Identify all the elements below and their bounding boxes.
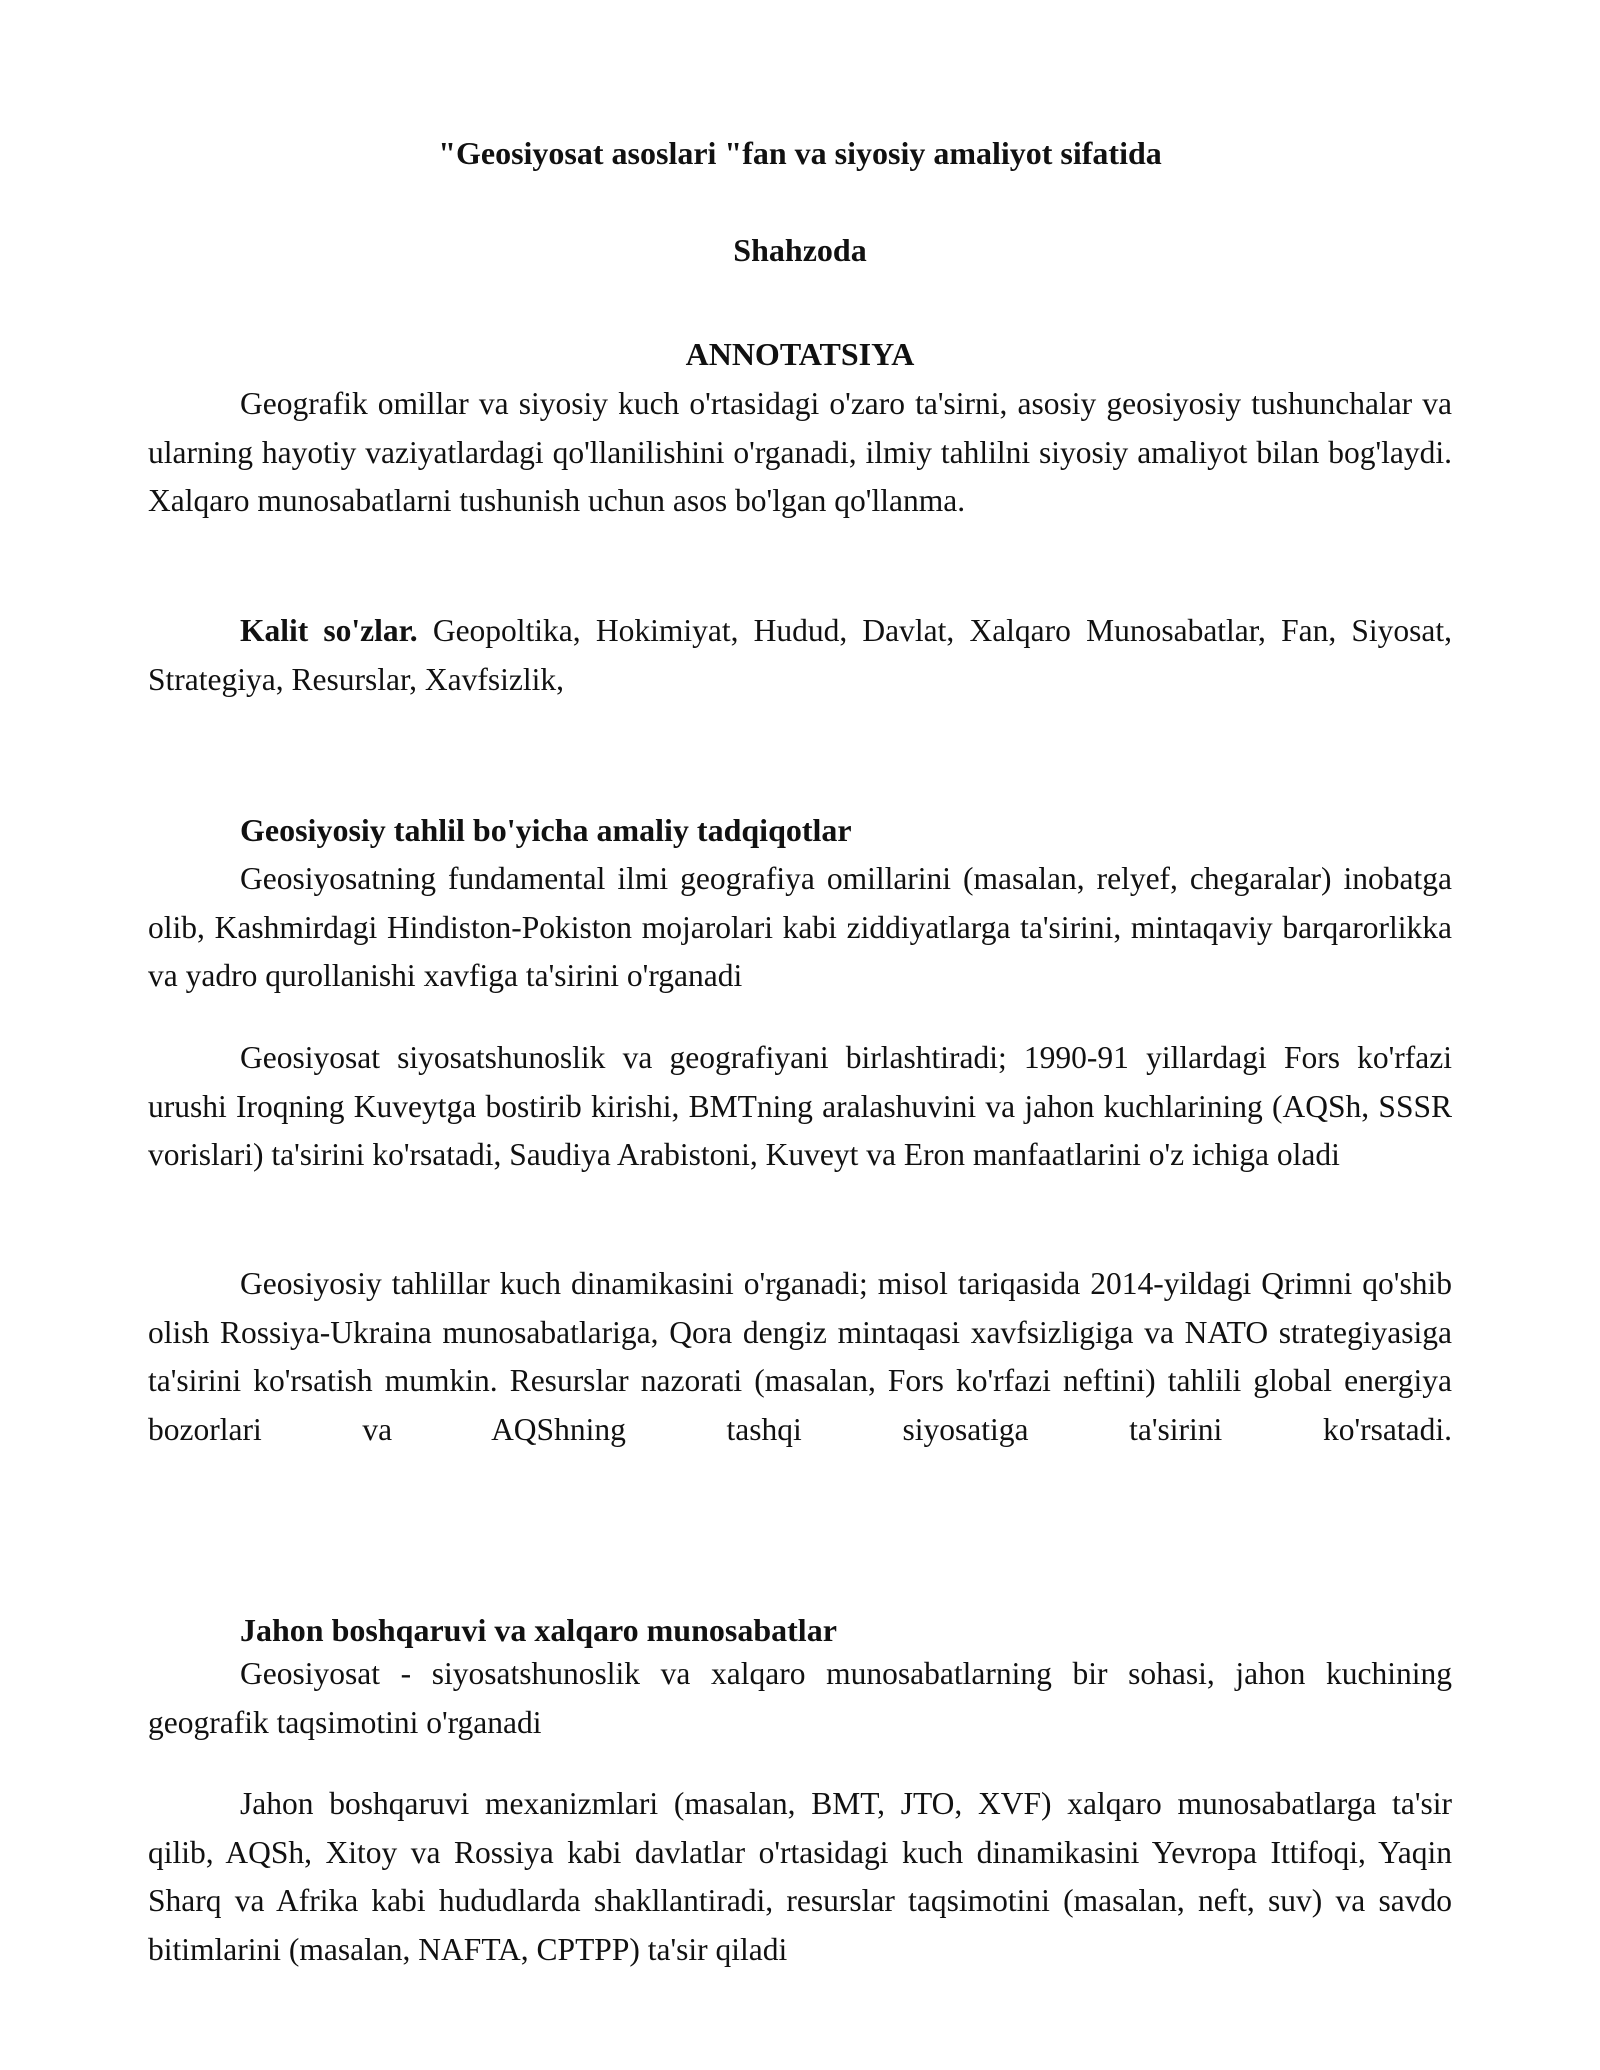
section2-paragraph-2: Jahon boshqaruvi mexanizmlari (masalan, BMT, JTO, XVF) xalqaro munosabatlarga ta'sir qilib, AQSh, Xitoy va Rossiya kabi davlatlar o'rtasidagi kuch dinamikasini Yevropa Ittifoqi, Yaqin Sharq va Afrika kabi hududlarda shakllantiradi, resurslar taqsimotini (masalan, neft, suv) va savdo bitimlarini (masalan, NAFTA, CPTPP) ta'sir qiladi — [148, 1786, 1452, 1967]
author-name: Shahzoda — [733, 232, 867, 268]
annotation-heading: ANNOTATSIYA — [685, 336, 915, 372]
keywords-paragraph — [148, 607, 1452, 704]
section2-paragraph-1: Geosiyosat - siyosatshunoslik va xalqaro munosabatlarning bir sohasi, jahon kuchining geografik taqsimotini o'rganadi — [148, 1656, 1452, 1740]
section1-paragraph-1: Geosiyosatning fundamental ilmi geografiya omillarini (masalan, relyef, chegaralar) inobatga olib, Kashmirdagi Hindiston-Pokiston mojarolari kabi ziddiyatlarga ta'sirini, mintaqaviy barqarorlikka va yadro qurollanishi xavfiga ta'sirini o'rganadi — [148, 861, 1452, 993]
section-heading-global-governance: Jahon boshqaruvi va xalqaro munosabatlar — [240, 1612, 837, 1648]
keywords-label: Kalit so'zlar. — [240, 613, 418, 648]
section1-paragraph-3: Geosiyosiy tahlillar kuch dinamikasini o'rganadi; misol tariqasida 2014-yildagi Qrimni qo'shib olish Rossiya-Ukraina munosabatlariga, Qora dengiz mintaqasi xavfsizligiga va NATO strategiyasiga ta'sirini ko'rsatish mumkin. Resurslar nazorati (masalan, Fors ko'rfazi neftini) tahlili global energiya bozorlari va AQShning tashqi siyosatiga ta'sirini ko'rsatadi. — [148, 1266, 1452, 1447]
section1-paragraph-2: Geosiyosat siyosatshunoslik va geografiyani birlashtiradi; 1990-91 yillardagi Fors ko'rfazi urushi Iroqning Kuveytga bostirib kirishi, BMTning aralashuvini va jahon kuchlarining (AQSh, SSSR vorislari) ta'sirini ko'rsatadi, Saudiya Arabistoni, Kuveyt va Eron manfaatlarini o'z ichiga oladi — [148, 1040, 1452, 1172]
document-title: "Geosiyosat asoslari "fan va siyosiy amaliyot sifatida — [438, 135, 1162, 171]
section-heading-case-studies: Geosiyosiy tahlil bo'yicha amaliy tadqiqotlar — [240, 812, 852, 848]
keywords-list: Geopoltika, Hokimiyat, Hudud, Davlat, Xalqaro Munosabatlar, Fan, Siyosat, Strategiya, Resurslar, Xavfsizlik, — [148, 613, 1453, 697]
annotation-paragraph: Geografik omillar va siyosiy kuch o'rtasidagi o'zaro ta'sirni, asosiy geosiyosiy tushunchalar va ularning hayotiy vaziyatlardagi qo'llanilishini o'rganadi, ilmiy tahlilni siyosiy amaliyot bilan bog'laydi. Xalqaro munosabatlarni tushunish uchun asos bo'lgan qo'llanma. — [148, 386, 1452, 518]
